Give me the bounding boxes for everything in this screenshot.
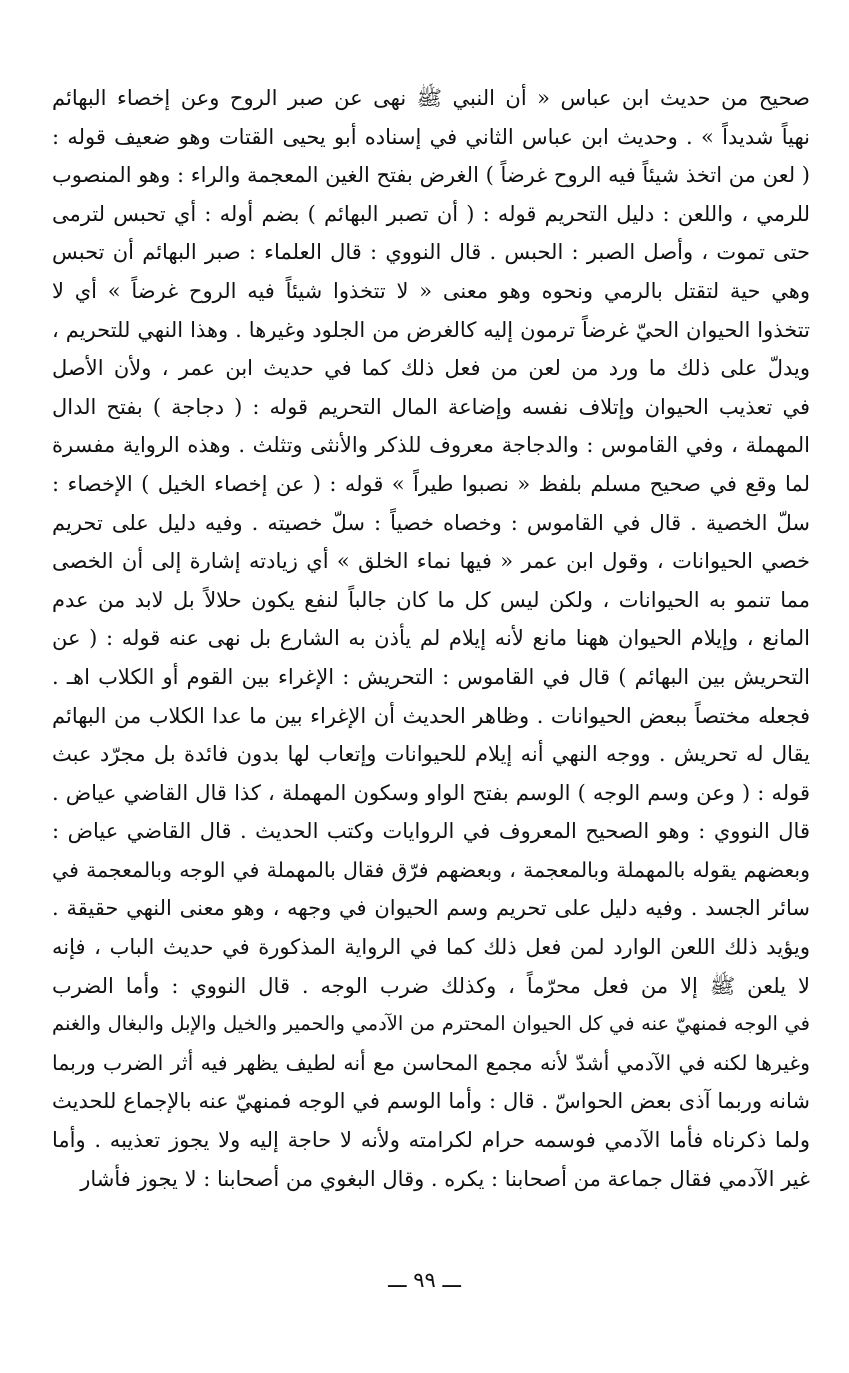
- text-line: مما تنمو به الحيوانات ، ولكن ليس كل ما كان جالباً لنفع يكون حلالاً بل لابد من عدم: [52, 587, 810, 612]
- text-line: لما وقع في صحيح مسلم بلفظ « نصبوا طيراً » قوله : ( عن إخصاء الخيل ) الإخصاء :: [52, 471, 810, 496]
- text-line: حتى تموت ، وأصل الصبر : الحبس . قال النووي : قال العلماء : صبر البهائم أن تحبس: [52, 240, 810, 265]
- text-line: المهملة ، وفي القاموس : والدجاجة معروف للذكر والأنثى وتثلث . وهذه الرواية مفسرة: [52, 433, 810, 458]
- text-line: ويدلّ على ذلك ما ورد من لعن من فعل ذلك كما في حديث ابن عمر ، ولأن الأصل: [52, 356, 810, 381]
- text-line: سائر الجسد . وفيه دليل على تحريم وسم الحيوان في وجهه ، وهو معنى النهي حقيقة .: [52, 896, 810, 921]
- text-line: وغيرها لكنه في الآدمي أشدّ لأنه مجمع المحاسن مع أنه لطيف يظهر فيه أثر الضرب وربما: [52, 1050, 810, 1075]
- text-line: في تعذيب الحيوان وإتلاف نفسه وإضاعة المال التحريم قوله : ( دجاجة ) بفتح الدال: [52, 394, 810, 419]
- text-line: يقال له تحريش . ووجه النهي أنه إيلام للحيوانات وإتعاب لها بدون فائدة بل مجرّد عبث: [52, 742, 810, 767]
- text-line: قال النووي : وهو الصحيح المعروف في الروايات وكتب الحديث . قال القاضي عياض :: [52, 819, 810, 844]
- text-line: ولما ذكرناه فأما الآدمي فوسمه حرام لكرامته ولأنه لا حاجة إليه ولا يجوز تعذيبه . وأما: [52, 1128, 810, 1153]
- text-line: وبعضهم يقوله بالمهملة وبالمعجمة ، وبعضهم فرّق فقال بالمهملة في الوجه وبالمعجمة في: [52, 857, 810, 882]
- text-line: ويؤيد ذلك اللعن الوارد لمن فعل ذلك كما في الرواية المذكورة في حديث الباب ، فإنه: [52, 935, 810, 960]
- text-line: غير الآدمي فقال جماعة من أصحابنا : يكره . وقال البغوي من أصحابنا : لا يجوز فأشار: [80, 1166, 810, 1191]
- text-line: قوله : ( وعن وسم الوجه ) الوسم بفتح الواو وسكون المهملة ، كذا قال القاضي عياض .: [52, 780, 810, 805]
- text-line: فجعله مختصاً ببعض الحيوانات . وظاهر الحديث أن الإغراء بين ما عدا الكلاب من البهائم: [52, 703, 810, 728]
- text-line: في الوجه فمنهيّ عنه في كل الحيوان المحترم من الآدمي والحمير والخيل والإبل والبغال والغنم: [52, 1012, 810, 1036]
- text-line: وهي حية لتقتل بالرمي ونحوه وهو معنى « لا تتخذوا شيئاً فيه الروح غرضاً » أي لا: [52, 278, 810, 303]
- text-line: للرمي ، واللعن : دليل التحريم قوله : ( أن تصبر البهائم ) بضم أوله : أي تحبس لترمى: [52, 201, 810, 226]
- text-line: تتخذوا الحيوان الحيّ غرضاً ترمون إليه كالغرض من الجلود وغيرها . وهذا النهي للتحريم ،: [52, 317, 810, 342]
- text-line: نهياً شديداً » . وحديث ابن عباس الثاني في إسناده أبو يحيى القتات وهو ضعيف قوله :: [52, 124, 810, 149]
- text-line: خصي الحيوانات ، وقول ابن عمر « فيها نماء الخلق » أي زيادته إشارة إلى أن الخصى: [52, 549, 810, 574]
- text-line: صحيح من حديث ابن عباس « أن النبي ﷺ نهى عن صبر الروح وعن إخصاء البهائم: [52, 86, 810, 110]
- page-number: ـــ ٩٩ ـــ: [388, 1268, 461, 1292]
- text-line: ( لعن من اتخذ شيئاً فيه الروح غرضاً ) الغرض بفتح الغين المعجمة والراء : وهو المنصوب: [52, 163, 810, 188]
- text-line: التحريش بين البهائم ) قال في القاموس : التحريش : الإغراء بين القوم أو الكلاب اهـ .: [52, 664, 810, 689]
- text-line: المانع ، وإيلام الحيوان ههنا مانع لأنه إيلام لم يأذن به الشارع بل نهى عنه قوله : ( عن: [52, 626, 810, 651]
- text-line: شانه وربما آذى بعض الحواسّ . قال : وأما الوسم في الوجه فمنهيّ عنه بالإجماع للحديث: [52, 1089, 810, 1114]
- body-text: [52, 79, 810, 1198]
- text-line: لا يلعن ﷺ إلا من فعل محرّماً ، وكذلك ضرب الوجه . قال النووي : وأما الضرب: [52, 973, 810, 998]
- text-line: سلّ الخصية . قال في القاموس : وخصاه خصياً : سلّ خصيته . وفيه دليل على تحريم: [52, 510, 810, 535]
